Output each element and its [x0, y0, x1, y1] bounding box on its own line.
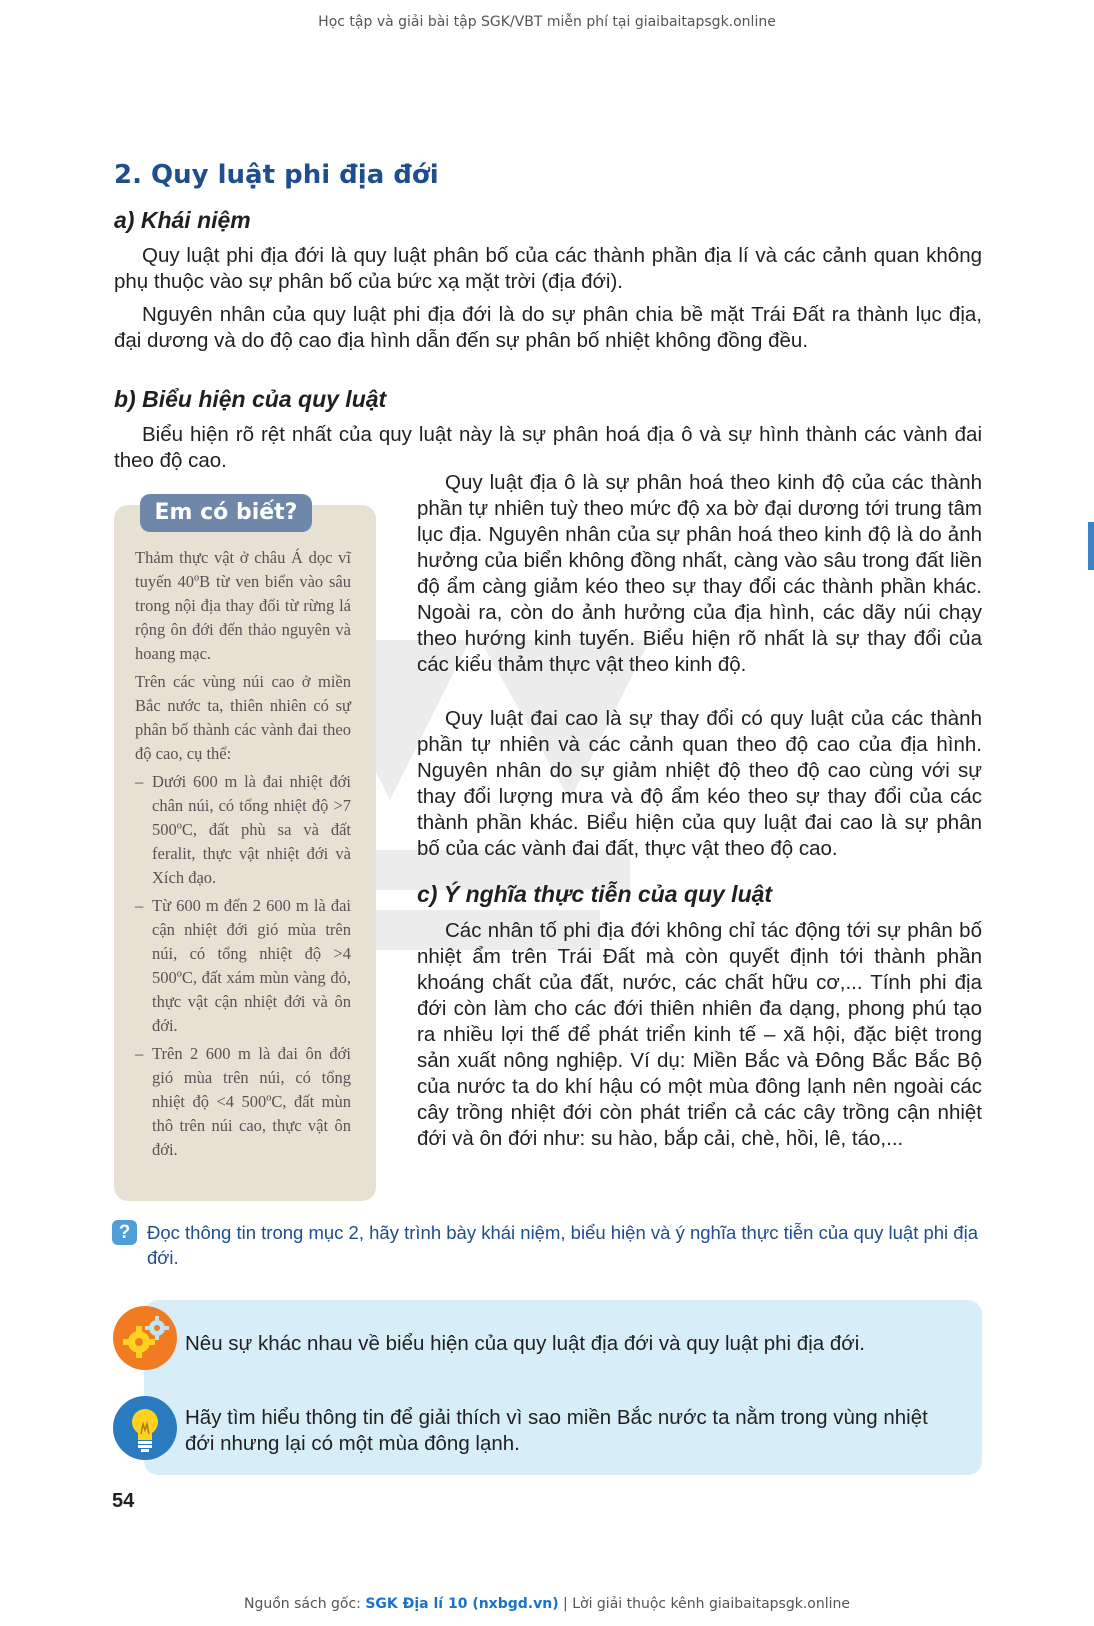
top-banner: Học tập và giải bài tập SGK/VBT miễn phí tại giaibaitapsgk.online [318, 14, 776, 30]
footer-prefix: Nguồn sách gốc: [244, 1596, 366, 1612]
part-c-title: c) Ý nghĩa thực tiễn của quy luật [417, 881, 773, 907]
part-b-paragraph-1: Biểu hiện rõ rệt nhất của quy luật này là sự phân hoá địa ô và sự hình thành các vành đai theo độ cao. [114, 423, 982, 472]
page-number: 54 [112, 1490, 135, 1512]
section-title: 2. Quy luật phi địa đới [114, 160, 439, 190]
part-c-paragraph-1: Các nhân tố phi địa đới không chỉ tác động tới sự phân bố nhiệt ẩm trên Trái Đất mà còn quyết định tới thành phần khoáng chất của đất, nước, các chất hữu cơ,... Tính phi địa đới còn làm cho các đới thiên nhiên đa dạng, phong phú tạo ra nhiều lợi thế để phát triển kinh tế – xã hội, đặc biệt trong sản xuất nông nghiệp. Ví dụ: Miền Bắc và Đông Bắc Bắc Bộ của nước ta do khí hậu có một mùa đông lạnh nên ngoài các cây trồng nhiệt đới còn phát triển cả các cây trồng cận nhiệt đới và ôn đới như: su hào, bắp cải, chè, hồi, lê, táo,... [417, 919, 982, 1150]
did-you-know-paragraph-2: Trên các vùng núi cao ở miền Bắc nước ta, thiên nhiên có sự phân bố thành các vành đai theo độ cao, cụ thể: [135, 672, 351, 763]
part-b-paragraph-2: Quy luật địa ô là sự phân hoá theo kinh độ của các thành phần tự nhiên tuỳ theo mức độ xa bờ đại dương tới trung tâm lục địa. Nguyên nhân của sự phân hoá theo kinh độ là do ảnh hưởng của biển không đồng nhất, càng vào sâu trong đất liền độ ẩm càng giảm kéo theo sự thay đổi các thành phần khác. Ngoài ra, còn do ảnh hưởng của địa hình, các dãy núi chạy theo hướng kinh tuyến. Biểu hiện rõ nhất là sự thay đổi của các kiểu thảm thực vật theo kinh độ. [417, 471, 982, 676]
did-you-know-paragraph-1: Thảm thực vật ở châu Á dọc vĩ tuyến 40ºB từ ven biển vào sâu trong nội địa thay đổi từ rừng lá rộng ôn đới đến thảo nguyên và hoang mạc. [135, 548, 351, 663]
did-you-know-list [135, 770, 351, 1162]
gear-icon [113, 1306, 177, 1370]
list-item: – Dưới 600 m là đai nhiệt đới chân núi, có tổng nhiệt độ >7 500ºC, đất phù sa và đất feralit, thực vật nhiệt đới và Xích đạo. [135, 770, 351, 890]
did-you-know-badge: Em có biết? [140, 494, 312, 532]
list-item: – Từ 600 m đến 2 600 m là đai cận nhiệt đới gió mùa trên núi, có tổng nhiệt độ >4 500ºC, đất xám mùn vàng đỏ, thực vật cận nhiệt đới và ôn đới. [135, 894, 351, 1038]
footer [0, 1596, 1094, 1612]
question-icon: ? [112, 1220, 137, 1245]
part-b-title: b) Biểu hiện của quy luật [114, 386, 387, 412]
lightbulb-icon [113, 1396, 177, 1460]
footer-suffix: | Lời giải thuộc kênh giaibaitapsgk.online [558, 1596, 850, 1612]
part-a-paragraph-1: Quy luật phi địa đới là quy luật phân bố của các thành phần địa lí và các cảnh quan không phụ thuộc vào sự phân bố của bức xạ mặt trời (địa đới). [114, 244, 982, 293]
side-tab-marker [1088, 522, 1094, 570]
part-b-paragraph-3: Quy luật đai cao là sự thay đổi có quy luật của các thành phần tự nhiên và các cảnh quan theo độ cao của địa hình. Nguyên nhân do sự giảm nhiệt độ theo độ cao cùng với sự thay đổi lượng mưa và độ ẩm kéo theo sự thay đổi của các thành phần khác. Biểu hiện của quy luật đai cao là sự phân bố của các vành đai đất, thực vật theo độ cao. [417, 707, 982, 860]
part-a-paragraph-2: Nguyên nhân của quy luật phi địa đới là do sự phân chia bề mặt Trái Đất ra thành lục địa, đại dương và do độ cao địa hình dẫn đến sự phân bố nhiệt không đồng đều. [114, 303, 982, 352]
practice-text: Nêu sự khác nhau về biểu hiện của quy luật địa đới và quy luật phi địa đới. [185, 1332, 865, 1355]
list-item: – Trên 2 600 m là đai ôn đới gió mùa trên núi, có tổng nhiệt độ <4 500ºC, đất mùn thô trên núi cao, thực vật ôn đới. [135, 1042, 351, 1162]
apply-text: Hãy tìm hiểu thông tin để giải thích vì sao miền Bắc nước ta nằm trong vùng nhiệt đới nhưng lại có một mùa đông lạnh. [185, 1406, 928, 1455]
part-a-title: a) Khái niệm [114, 207, 251, 233]
question-text: Đọc thông tin trong mục 2, hãy trình bày khái niệm, biểu hiện và ý nghĩa thực tiễn của quy luật phi địa đới. [147, 1222, 978, 1268]
footer-source-link[interactable]: SGK Địa lí 10 (nxbgd.vn) [365, 1596, 559, 1612]
did-you-know-content [135, 546, 351, 1166]
